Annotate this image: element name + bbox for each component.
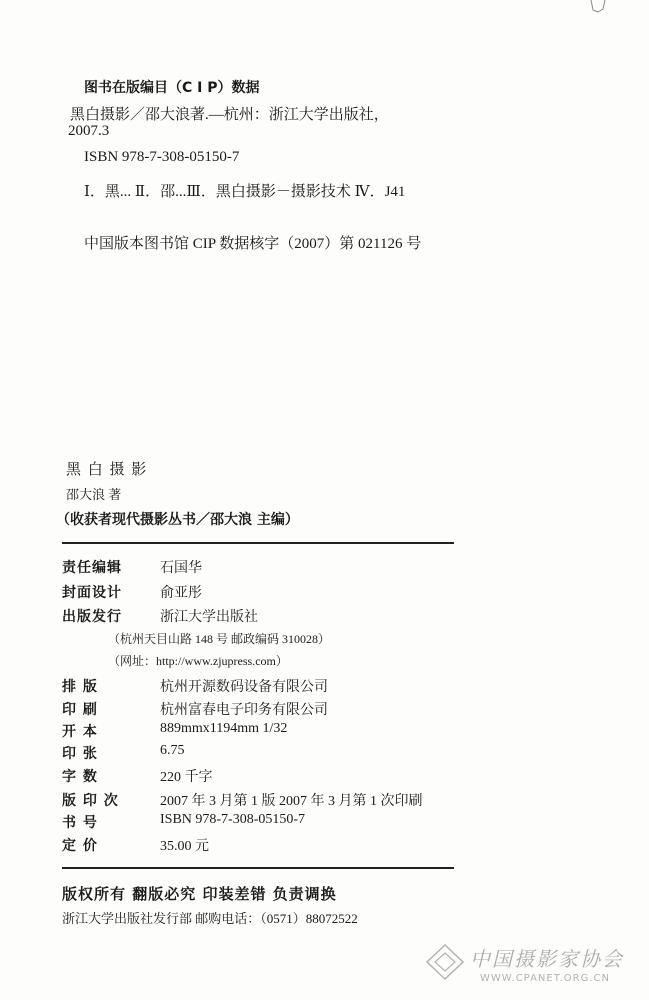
- publisher-label: 出版发行: [62, 609, 122, 625]
- price-value: 35.00 元: [160, 839, 209, 854]
- corner-mark: [589, 0, 607, 14]
- publisher-value: 浙江大学出版社: [160, 610, 258, 625]
- publisher-address: （杭州天目山路 148 号 邮政编码 310028）: [108, 632, 331, 646]
- print-value: 杭州富春电子印务有限公司: [160, 703, 328, 718]
- watermark-url: WWW.CPANET.ORG.CN: [480, 973, 611, 984]
- words-value: 220 千字: [160, 770, 213, 785]
- isbn-value: ISBN 978-7-308-05150-7: [160, 812, 306, 827]
- cip-number: 中国版本图书馆 CIP 数据核字（2007）第 021126 号: [84, 236, 422, 252]
- publisher-website: （网址：http://www.zjupress.com）: [108, 654, 288, 668]
- print-label: 印 刷: [62, 702, 98, 718]
- rights-notice: 版权所有 翻版必究 印装差错 负责调换: [62, 885, 337, 903]
- typeset-label: 排 版: [62, 679, 98, 695]
- price-label: 定 价: [62, 838, 98, 854]
- book-series: （收获者现代摄影丛书／邵大浪 主编）: [56, 512, 299, 528]
- edition-label: 版 印 次: [62, 793, 119, 809]
- book-title: 黑 白 摄 影: [66, 460, 148, 478]
- sheets-value: 6.75: [160, 743, 185, 758]
- watermark-logo-icon: [424, 942, 466, 982]
- sheets-label: 印 张: [62, 746, 98, 762]
- cip-isbn: ISBN 978-7-308-05150-7: [84, 149, 240, 165]
- divider-bottom: [62, 867, 454, 869]
- words-label: 字 数: [62, 769, 98, 785]
- mail-order-info: 浙江大学出版社发行部 邮购电话：（0571）88072522: [62, 911, 358, 926]
- editor-label: 责任编辑: [62, 560, 122, 576]
- isbn-label: 书 号: [62, 815, 98, 831]
- cip-line-2: 2007.3: [68, 123, 110, 139]
- book-author: 邵大浪 著: [66, 487, 122, 502]
- typeset-value: 杭州开源数码设备有限公司: [160, 680, 328, 695]
- watermark: [424, 940, 639, 992]
- watermark-text: 中国摄影家协会: [470, 947, 624, 971]
- cip-classification: Ⅰ．黑... Ⅱ．邵...Ⅲ．黑白摄影－摄影技术 Ⅳ．J41: [84, 184, 406, 200]
- edition-value: 2007 年 3 月第 1 版 2007 年 3 月第 1 次印刷: [160, 794, 423, 809]
- cover-value: 俞亚彤: [160, 586, 202, 601]
- cip-line-1: 黑白摄影／邵大浪著.—杭州：浙江大学出版社，: [70, 107, 389, 123]
- editor-value: 石国华: [160, 561, 202, 576]
- format-value: 889mmx1194mm 1/32: [160, 721, 288, 736]
- format-label: 开 本: [62, 724, 98, 740]
- cip-header: 图书在版编目（C I P）数据: [84, 80, 260, 96]
- cover-label: 封面设计: [62, 585, 122, 601]
- divider-top: [62, 542, 454, 544]
